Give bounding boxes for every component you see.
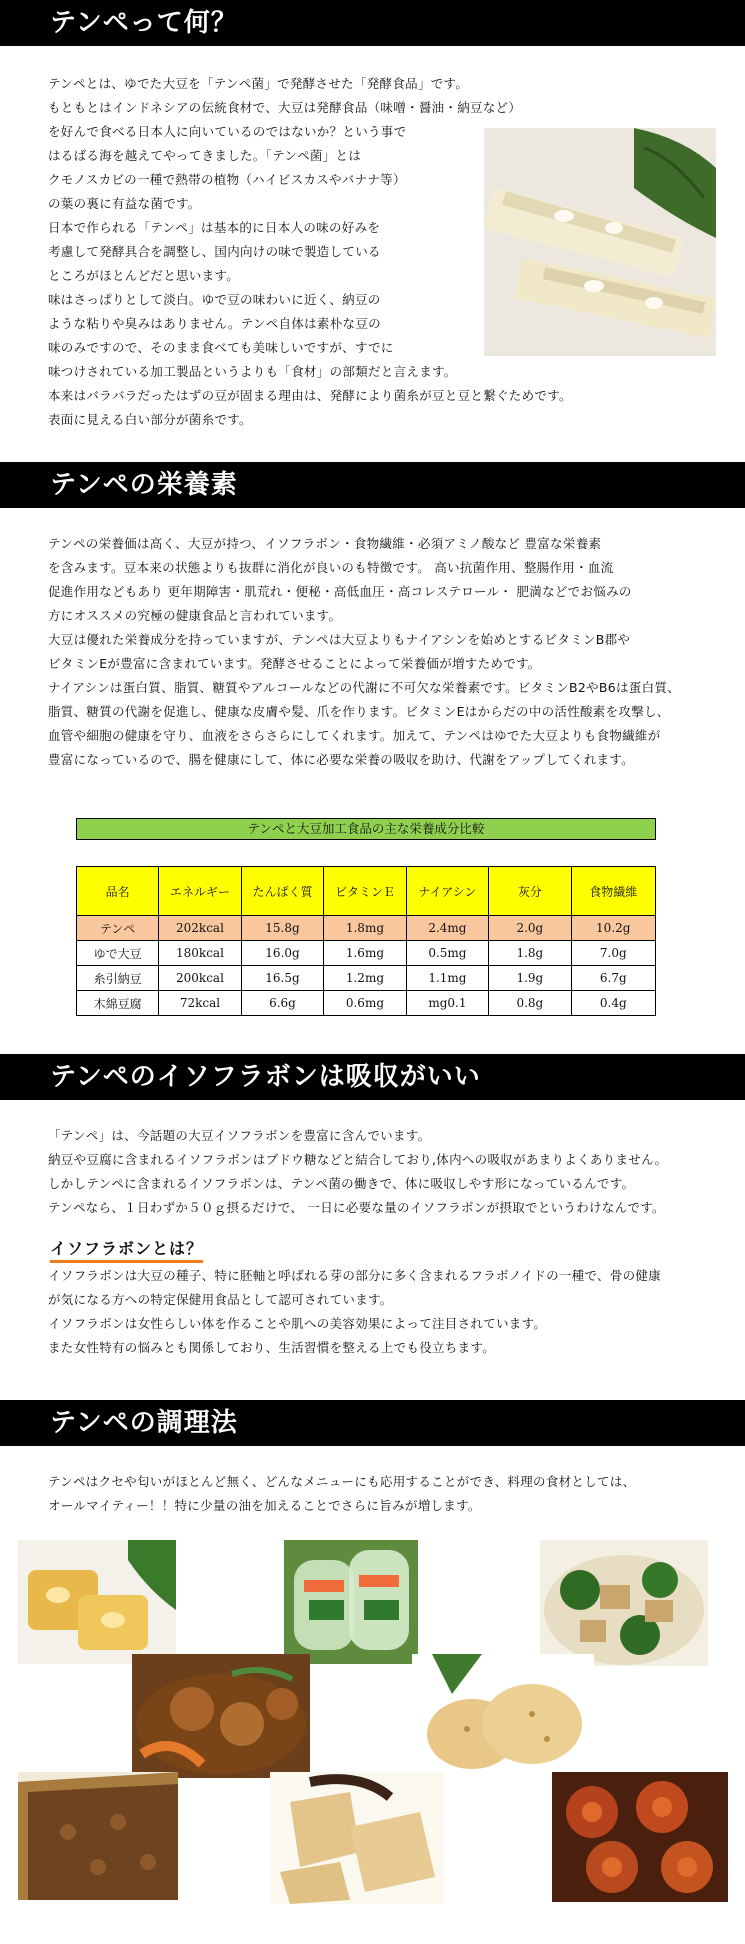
table-cell: 6.7g [571, 966, 655, 991]
table-cell: 16.5g [241, 966, 323, 991]
table-cell: 1.2mg [324, 966, 406, 991]
table-row [77, 966, 656, 991]
section-title: テンペの栄養素 [50, 470, 238, 500]
table-caption: テンペと大豆加工食品の主な栄養成分比較 [76, 818, 656, 840]
table-cell: テンペ [77, 916, 159, 941]
table-row [77, 941, 656, 966]
table-cell: ゆで大豆 [77, 941, 159, 966]
table-cell: 1.8mg [324, 916, 406, 941]
table-cell: 1.1mg [406, 966, 488, 991]
table-cell: 15.8g [241, 916, 323, 941]
table-cell: 10.2g [571, 916, 655, 941]
tempeh-broccoli-photo [540, 1540, 708, 1666]
table-row [77, 916, 656, 941]
table-row [77, 991, 656, 1016]
table-cell: 202kcal [159, 916, 242, 941]
table-cell: 200kcal [159, 966, 242, 991]
section-header-what [0, 0, 745, 46]
intro-paragraph: テンペとは、ゆでた大豆を「テンペ菌」で発酵させた「発酵食品」です。 もともとはインドネシアの伝統食材で、大豆は発酵食品（味噌・醤油・納豆など） を好んで食べる日本人に向いているのではないか？という事で はるばる海を越えてやってきました。「テンペ菌」とは クモノスカビの一種で熱帯の植物（ハイビスカスやバナナ等） の葉の裏に有益な菌です。 日本で作られる「テンペ」は基本的に日本人の味の好みを 考慮して発酵具合を調整し、国内向けの味で製造している ところがほとんどだと思います。 味はさっぱりとして淡白。ゆで豆の味わいに近く、納豆の ような粘りや臭みはありません。テンペ自体は素朴な豆の 味のみですので、そのまま食べても美味しいですが、すでに 味つけされている加工製品というよりも「食材」の部類だと言えます。 本来はバラバラだったはずの豆が固まる理由は、発酵により菌糸が豆と豆と繋ぐためです。 表面に見える白い部分が菌糸です。 [48, 76, 572, 427]
tempeh-bars-photo [484, 128, 716, 356]
table-cell: 0.8g [489, 991, 571, 1016]
section-header-cooking [0, 1400, 745, 1446]
table-cell: 0.5mg [406, 941, 488, 966]
table-cell: 1.9g [489, 966, 571, 991]
braised-tempeh-photo [132, 1654, 310, 1778]
table-cell: 72kcal [159, 991, 242, 1016]
column-header: 食物繊維 [571, 867, 655, 916]
column-header: ナイアシン [406, 867, 488, 916]
table-cell: 180kcal [159, 941, 242, 966]
fried-tempeh-photo [18, 1540, 176, 1664]
glazed-tempeh-photo [552, 1772, 728, 1902]
table-cell: 16.0g [241, 941, 323, 966]
column-header: たんぱく質 [241, 867, 323, 916]
isoflavone-paragraph: 「テンペ」は、今話題の大豆イソフラボンを豊富に含んでいます。 納豆や豆腐に含まれるイソフラボンはブドウ糖などと結合しており,体内への吸収があまりよくありません。 しかしテンペに含まれるイソフラボンは、テンペ菌の働きで、体に吸収しやす形になっているんです。 テンペなら、１日わずか５０ｇ摂るだけで、 一日に必要な量のイソフラボンが摂取でというわけなんです。 [48, 1128, 668, 1215]
isoflavone-subheading: イソフラボンとは？ [50, 1236, 203, 1263]
column-header: 灰分 [489, 867, 571, 916]
spring-rolls-photo [284, 1540, 418, 1664]
section-title: テンペって何？ [50, 8, 238, 38]
table-cell: 0.4g [571, 991, 655, 1016]
nutrition-table [76, 866, 656, 1016]
section-header-nutrition [0, 462, 745, 508]
section-title: テンペの調理法 [50, 1408, 238, 1438]
table-cell: 木綿豆腐 [77, 991, 159, 1016]
tempeh-tart-photo [18, 1772, 178, 1900]
column-header: ビタミンＥ [324, 867, 406, 916]
table-cell: 0.6mg [324, 991, 406, 1016]
table-cell: 2.4mg [406, 916, 488, 941]
column-header: エネルギー [159, 867, 242, 916]
isoflavone-sub-paragraph: イソフラボンは大豆の種子、特に胚軸と呼ばれる芽の部分に多く含まれるフラボノイドの一種で、骨の健康 が気になる方への特定保健用食品として認可されています。 イソフラボンは女性らしい体を作ることや肌への美容効果によって注目されています。 また女性特有の悩みとも関係しており、生活習慣を整える上でも役立ちます。 [48, 1268, 662, 1355]
table-cell: 糸引納豆 [77, 966, 159, 991]
table-header-row [77, 867, 656, 916]
nutrition-paragraph: テンペの栄養価は高く、大豆が持つ、イソフラボン・食物繊維・必須アミノ酸など 豊富な栄養素 を含みます。豆本来の状態よりも抜群に消化が良いのも特徴です。 高い抗菌作用、整腸作用・血流 促進作用などもあり 更年期障害・肌荒れ・便秘・高低血圧・高コレステロール・ 肥満などでお悩みの 方にオススメの究極の健康食品と言われています。 大豆は優れた栄養成分を持っていますが、テンペは大豆よりもナイアシンを始めとするビタミンB郡や ビタミンEが豊富に含まれています。発酵させることによって栄養価が増すためです。 ナイアシンは蛋白質、脂質、糖質やアルコールなどの代謝に不可欠な栄養素です。ビタミンB2やB6は蛋白質、 脂質、糖質の代謝を促進し、健康な皮膚や髪、爪を作ります。ビタミンEはからだの中の活性酸素を攻撃し、 血管や細胞の健康を守り、血液をさらさらにしてくれます。加えて、テンペはゆでた大豆よりも食物繊維が 豊富になっているので、腸を健康にして、体に必要な栄養の吸収を助け、代謝をアップしてくれます。 [48, 536, 681, 767]
table-cell: 1.8g [489, 941, 571, 966]
cooking-paragraph: テンペはクセや匂いがほとんど無く、どんなメニューにも応用することができ、料理の食材としては、 オールマイティー！！特に少量の油を加えることでさらに旨みが増します。 [48, 1474, 636, 1513]
table-cell: mg0.1 [406, 991, 488, 1016]
table-cell: 6.6g [241, 991, 323, 1016]
breaded-tempeh-photo [412, 1654, 594, 1782]
section-title: テンペのイソフラボンは吸収がいい [50, 1062, 481, 1092]
tempeh-pudding-photo [270, 1772, 444, 1904]
table-cell: 2.0g [489, 916, 571, 941]
table-cell: 1.6mg [324, 941, 406, 966]
section-header-isoflavone [0, 1054, 745, 1100]
column-header: 品名 [77, 867, 159, 916]
table-cell: 7.0g [571, 941, 655, 966]
